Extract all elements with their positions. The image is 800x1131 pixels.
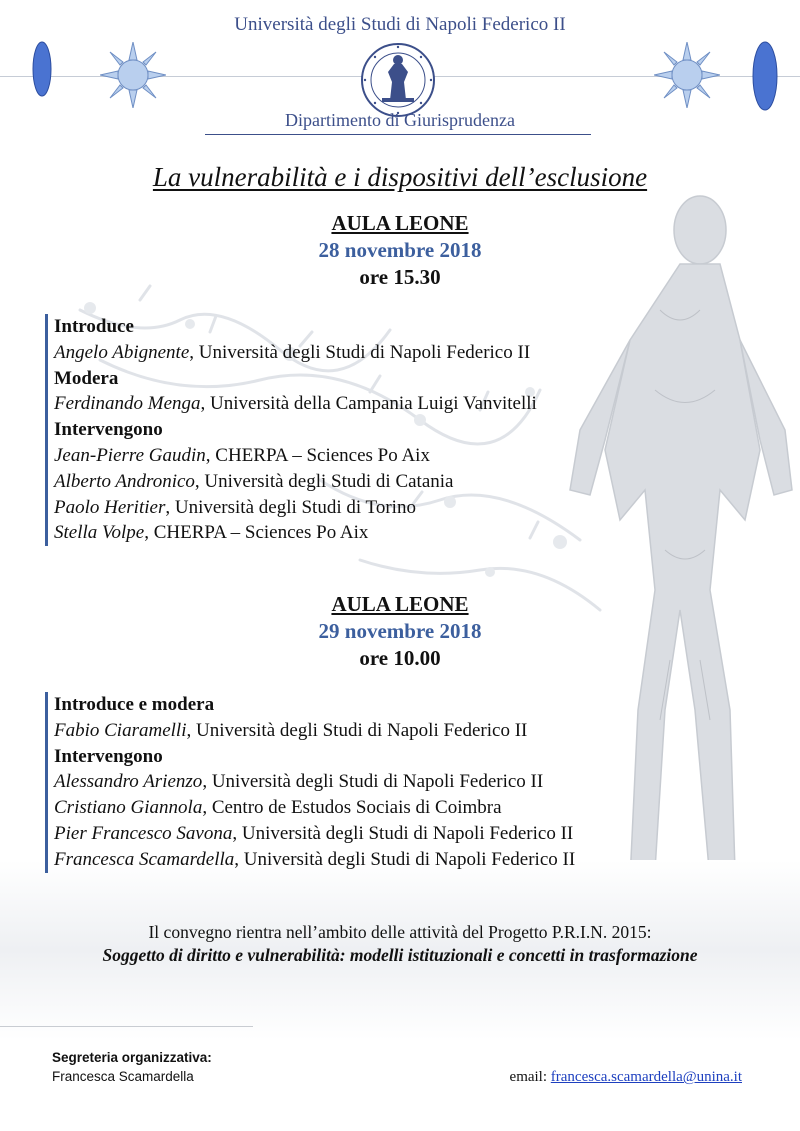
speaker-name: Fabio Ciaramelli	[54, 719, 187, 741]
speaker-name: Ferdinando Menga	[54, 393, 201, 415]
speaker-line	[54, 520, 537, 546]
speaker-line	[54, 795, 575, 821]
speaker-affiliation: , Università degli Studi di Napoli Federico II	[189, 341, 531, 363]
secretariat-name: Francesca Scamardella	[52, 1069, 194, 1084]
speaker-name: Stella Volpe	[54, 522, 145, 544]
prin-intro-text: Il convegno rientra nell’ambito delle attività del Progetto P.R.I.N. 2015:	[148, 922, 652, 942]
speaker-line	[54, 469, 537, 495]
role-label: Introduce	[54, 316, 134, 337]
speaker-name: Alessandro Arienzo	[54, 771, 203, 793]
email-link[interactable]: francesca.scamardella@unina.it	[550, 1069, 742, 1085]
session-2-time: ore 10.00	[359, 646, 441, 670]
speaker-name: Jean-Pierre Gaudin	[54, 444, 206, 466]
session-1-time: ore 15.30	[359, 265, 441, 289]
speaker-line	[54, 821, 575, 847]
footer-divider	[0, 1026, 253, 1027]
speaker-affiliation: , Università degli Studi di Napoli Federico II	[234, 848, 576, 870]
role-label: Modera	[54, 367, 119, 389]
speaker-affiliation: , Università degli Studi di Napoli Federico II	[186, 719, 528, 741]
speaker-affiliation: , CHERPA – Sciences Po Aix	[205, 444, 430, 466]
session-2-program	[45, 692, 575, 873]
speaker-line	[54, 443, 537, 469]
department-underline	[205, 134, 591, 135]
background-sculpture-decoration	[560, 190, 800, 910]
left-sun-icon	[100, 42, 166, 108]
speaker-name: Angelo Abignente	[54, 341, 190, 363]
speaker-affiliation: , Università degli Studi di Napoli Federico II	[232, 822, 574, 844]
session-1-hall: AULA LEONE	[331, 211, 469, 235]
speaker-line	[54, 391, 537, 417]
left-blue-oval-icon	[32, 40, 52, 98]
email-label: email:	[509, 1069, 551, 1085]
speaker-affiliation: , CHERPA – Sciences Po Aix	[144, 522, 369, 544]
session-1-date: 28 novembre 2018	[318, 238, 482, 262]
prin-project-title: Soggetto di diritto e vulnerabilità: modelli istituzionali e concetti in trasformazione	[102, 945, 698, 965]
speaker-line	[54, 718, 575, 744]
speaker-name: Alberto Andronico	[54, 470, 195, 492]
speaker-affiliation: , Università degli Studi di Catania	[194, 470, 454, 492]
session-2-hall: AULA LEONE	[331, 592, 469, 616]
session-1-program	[45, 314, 537, 546]
speaker-affiliation: , Centro de Estudos Sociais di Coimbra	[202, 797, 502, 819]
speaker-name: Francesca Scamardella	[54, 848, 235, 870]
speaker-line	[54, 769, 575, 795]
speaker-line	[54, 340, 537, 366]
email-line	[510, 1069, 742, 1086]
university-name: Università degli Studi di Napoli Federico II	[234, 14, 566, 35]
speaker-affiliation: , Università degli Studi di Napoli Federico II	[202, 771, 544, 793]
role-label: Intervengono	[54, 419, 163, 441]
speaker-affiliation: , Università della Campania Luigi Vanvitelli	[200, 393, 537, 415]
speaker-line	[54, 847, 575, 873]
session-2-date: 29 novembre 2018	[318, 619, 482, 643]
secretariat-label: Segreteria organizzativa:	[52, 1050, 212, 1065]
role-label: Introduce e modera	[54, 694, 215, 715]
speaker-name: Paolo Heritier	[54, 496, 166, 518]
role-label: Intervengono	[54, 745, 163, 767]
speaker-name: Cristiano Giannola	[54, 797, 203, 819]
university-seal-icon	[360, 42, 436, 118]
speaker-name: Pier Francesco Savona	[54, 822, 233, 844]
right-blue-oval-icon	[752, 40, 778, 112]
event-title: La vulnerabilità e i dispositivi dell’esclusione	[152, 162, 648, 192]
speaker-line	[54, 495, 537, 521]
department-name: Dipartimento di Giurisprudenza	[285, 110, 515, 130]
right-sun-icon	[654, 42, 720, 108]
speaker-affiliation: , Università degli Studi di Torino	[165, 496, 416, 518]
